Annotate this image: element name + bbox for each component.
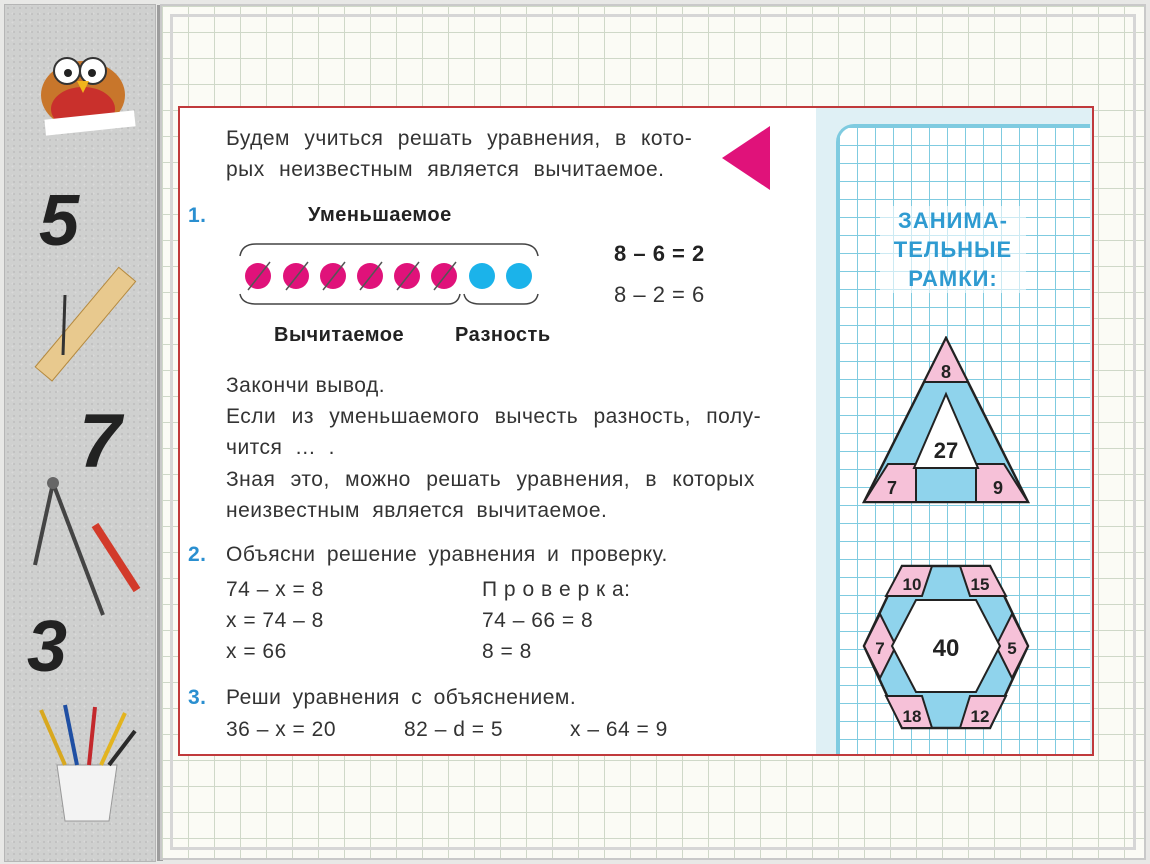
solution-step-1: 74 – x = 8 — [226, 578, 324, 601]
task-2-number: 2. — [188, 543, 207, 566]
exercise-equation-3: x – 64 = 9 — [570, 718, 668, 741]
difference-bracket — [464, 294, 538, 304]
ruler-icon — [35, 267, 135, 381]
task-2-text: Объясни решение уравнения и проверку. — [226, 543, 668, 566]
triangle-left-number: 7 — [886, 478, 898, 498]
compass-icon — [35, 477, 137, 615]
difference-label: Разность — [455, 324, 551, 346]
pink-triangle-marker — [720, 124, 772, 192]
digit-seven-icon: 7 — [79, 399, 122, 484]
digit-three-icon: 3 — [27, 607, 68, 687]
difference-dots — [469, 263, 532, 289]
sidebar-illustrations — [5, 5, 155, 861]
conclusion-line-4: неизвестным является вычитаемое. — [226, 499, 608, 522]
task-1-number: 1. — [188, 204, 207, 227]
check-label: П р о в е р к а: — [482, 578, 631, 601]
subtrahend-dots — [245, 262, 457, 290]
triangle-center-number: 27 — [933, 438, 959, 463]
minuend-bracket — [240, 244, 538, 256]
task-3-text: Реши уравнения с объяснением. — [226, 686, 577, 709]
triangle-right-number: 9 — [992, 478, 1004, 498]
conclusion-line-2: чится … . — [226, 436, 335, 459]
hexagon-center-number: 40 — [932, 635, 960, 662]
hexagon-right-number: 5 — [1007, 639, 1017, 658]
exercise-equation-2: 82 – d = 5 — [404, 718, 503, 741]
solution-step-2: x = 74 – 8 — [226, 609, 324, 632]
hexagon-top-left-number: 10 — [902, 575, 922, 594]
panel-title — [880, 206, 1026, 293]
conclusion-heading: Закончи вывод. — [226, 374, 386, 397]
equation-bold: 8 – 6 = 2 — [614, 241, 705, 266]
equation-check: 8 – 2 = 6 — [614, 282, 705, 307]
blue-dot — [506, 263, 532, 289]
pencil-cup-icon — [41, 705, 135, 821]
panel-title-line: ЗАНИМА- — [898, 208, 1008, 233]
blue-dot — [469, 263, 495, 289]
hexagon-bottom-right-number: 12 — [970, 707, 990, 726]
conclusion-line-3: Зная это, можно решать уравнения, в которых — [226, 468, 755, 491]
check-step-1: 74 – 66 = 8 — [482, 609, 594, 632]
intro-line-2: рых неизвестным является вычитаемое. — [226, 158, 665, 181]
intro-line-1: Будем учиться решать уравнения, в кото- — [226, 127, 693, 150]
triangle-top-number: 8 — [940, 362, 952, 382]
hexagon-bottom-left-number: 18 — [902, 707, 922, 726]
digit-five-icon: 5 — [39, 181, 80, 261]
exercise-equation-1: 36 – x = 20 — [226, 718, 336, 741]
hexagon-left-number: 7 — [875, 639, 885, 658]
subtrahend-bracket — [240, 294, 460, 304]
decorative-sidebar — [4, 4, 156, 862]
solution-step-3: x = 66 — [226, 640, 287, 663]
hexagon-puzzle — [860, 562, 1032, 732]
subtrahend-label: Вычитаемое — [274, 324, 405, 346]
minuend-label: Уменьшаемое — [308, 204, 452, 226]
panel-title-line: ТЕЛЬНЫЕ — [893, 237, 1013, 262]
dots-diagram — [236, 236, 546, 312]
task-3-number: 3. — [188, 686, 207, 709]
owl-icon — [41, 58, 136, 136]
panel-title-line: РАМКИ: — [908, 266, 998, 291]
triangle-puzzle — [860, 336, 1032, 506]
hexagon-top-right-number: 15 — [970, 575, 990, 594]
check-step-2: 8 = 8 — [482, 640, 532, 663]
conclusion-line-1: Если из уменьшаемого вычесть разность, полу- — [226, 405, 762, 428]
